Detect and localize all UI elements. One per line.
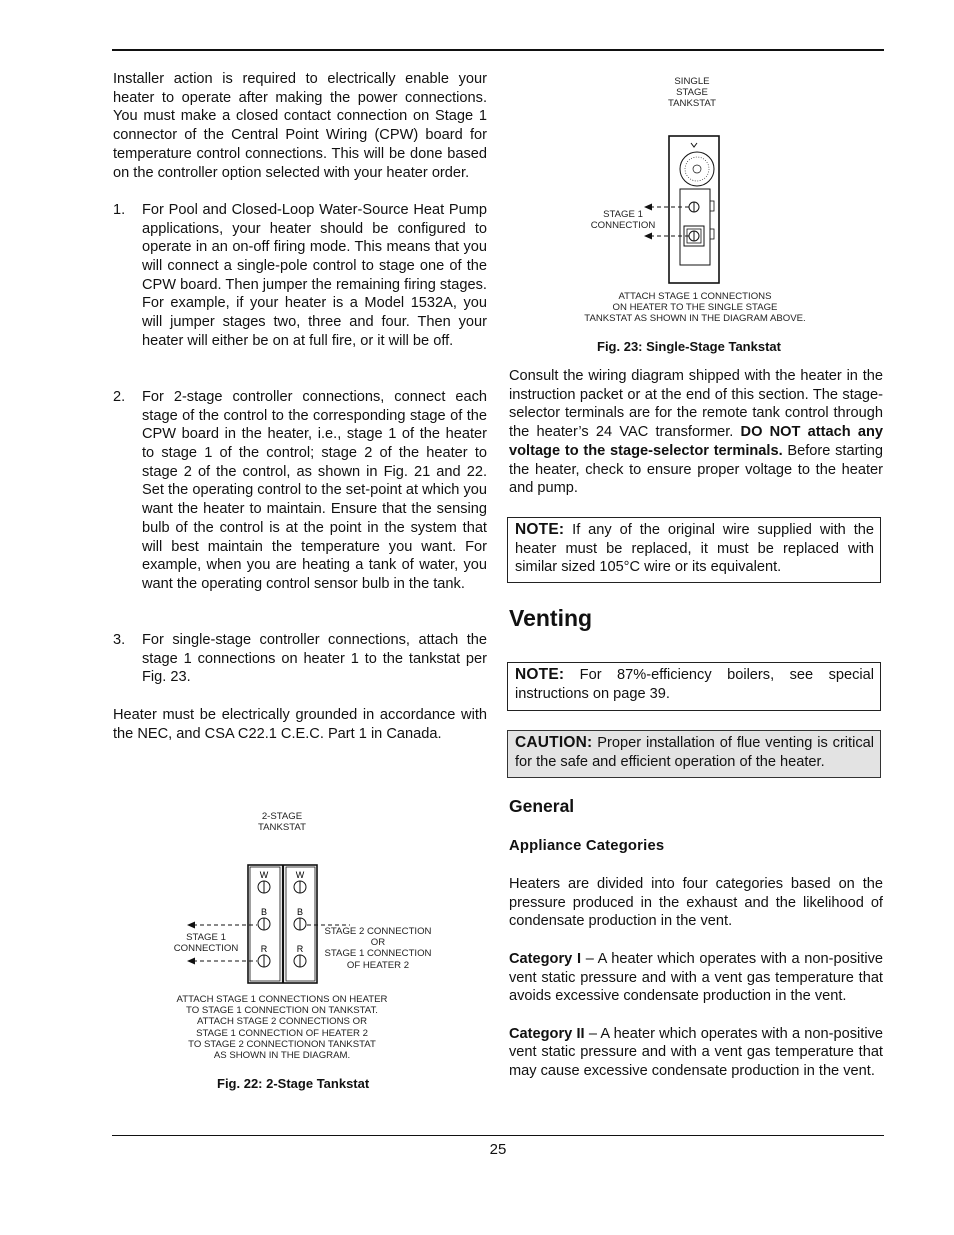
fig23-title-line: TANKSTAT bbox=[668, 98, 716, 110]
consult-text-b: Before starting the heater, check to ensure proper voltage to the heater and pump. bbox=[509, 442, 883, 497]
fig22-right-label-line: STAGE 2 CONNECTION OR bbox=[324, 926, 432, 949]
fig23-conn-label-line: STAGE 1 bbox=[603, 209, 643, 220]
categories-text bbox=[509, 875, 883, 1081]
section-title: Venting bbox=[509, 605, 593, 631]
terminal-label: B bbox=[260, 907, 268, 917]
fig22-note-line: TO STAGE 2 CONNECTIONON TANKSTAT bbox=[188, 1038, 376, 1050]
category-2-paragraph bbox=[509, 1025, 883, 1081]
fig22-left-label-line: STAGE 1 bbox=[186, 932, 226, 943]
terminal-label: W bbox=[259, 870, 269, 880]
fig22-caption: Fig. 22: 2-Stage Tankstat bbox=[217, 1076, 370, 1091]
fig23-conn-label-line: CONNECTION bbox=[590, 220, 656, 232]
fig23-title-line: SINGLE bbox=[674, 76, 710, 87]
consult-paragraph bbox=[509, 367, 883, 498]
terminal-label: B bbox=[296, 907, 304, 917]
caution-text: Proper installation of flue venting is critical for the safe and efficient operation of the heater. bbox=[515, 735, 874, 770]
note-box-wire bbox=[507, 517, 881, 583]
note-label: NOTE: bbox=[515, 666, 565, 683]
step-number: 2. bbox=[113, 388, 126, 405]
grounding-paragraph: Heater must be electrically grounded in accordance with the NEC, and CSA C22.1 C.E.C. Part 1 in Canada. bbox=[113, 706, 487, 742]
caution-box bbox=[507, 730, 881, 778]
step-text: For Pool and Closed-Loop Water-Source Heat Pump applications, your heater should be configured to operate in an on-off firing mode. This means that you will connect a single-pole control to stage one of the CPW board. Then jumper the remaining firing stages. For example, if your heater is a Model 1532A, you will jumper stages two, three and four. Then your heater will either be on at full fire, or it will be off. bbox=[142, 201, 487, 349]
fig23-note-line: TANKSTAT AS SHOWN IN THE DIAGRAM ABOVE. bbox=[584, 313, 806, 325]
dial-scale bbox=[685, 157, 709, 181]
dial-pointer-icon bbox=[691, 143, 697, 147]
fig22-left-label-line: CONNECTION bbox=[173, 943, 239, 955]
consult-warning: DO NOT attach any voltage to the stage-selector terminals. bbox=[509, 424, 883, 459]
step-number: 1. bbox=[113, 201, 126, 218]
fig22-note-line: ATTACH STAGE 2 CONNECTIONS OR bbox=[196, 1016, 368, 1028]
fig23-note-line: ATTACH STAGE 1 CONNECTIONS bbox=[618, 291, 772, 302]
category-1-paragraph bbox=[509, 950, 883, 1006]
note-text: If any of the original wire supplied with the heater must be replaced, it must be replaced with similar sized 105°C wire or its equivalent. bbox=[515, 522, 874, 576]
consult-text bbox=[509, 367, 883, 498]
fig23-note bbox=[560, 291, 830, 325]
category-2-text: – A heater which operates with a non-positive vent static pressure and with a vent gas temperature that may cause excessive condensate production in the vent. bbox=[509, 1025, 884, 1079]
fig22-title-line: TANKSTAT bbox=[258, 822, 306, 834]
fig22-title-line: 2-STAGE bbox=[261, 811, 303, 822]
fig23-conn-label bbox=[584, 209, 662, 231]
fig22-note-line: AS SHOWN IN THE DIAGRAM. bbox=[213, 1050, 351, 1062]
step-text: For single-stage controller connections, attach the stage 1 connections on heater 1 to the tankstat per Fig. 23. bbox=[142, 632, 487, 686]
categories-intro: Heaters are divided into four categories based on the pressure produced in the exhaust and the likelihood of condensate production in the vent. bbox=[509, 876, 883, 930]
terminal-label: W bbox=[295, 870, 305, 880]
step-number: 3. bbox=[113, 632, 126, 649]
fig23-caption: Fig. 23: Single-Stage Tankstat bbox=[597, 339, 781, 354]
step-text: For 2-stage controller connections, connect each stage of the control to the corresponding stage of the CPW board in the heater, i.e., stage 1 of the heater to stage 1 of the control; stage 2 of the heater to stage 2 of the control, as shown in Fig. 21 and 22. Set the operating control to the set-point at which you want the heater to maintain. Ensure that the sensing bulb of the control is at the point in the system that will best maintain the temperature you want. For example, when you are heating a tank of water, you want the operating control sensor bulb in the tank. bbox=[142, 388, 487, 592]
fig23-note-line: ON HEATER TO THE SINGLE STAGE bbox=[612, 302, 778, 314]
terminal-label: R bbox=[260, 944, 268, 954]
intro-paragraph: Installer action is required to electrically enable your heater to operate after making the power connections. You must make a closed contact connection on Stage 1 connector of the Central Point Wiring (CPW) board for temperature control connections. This will be done based on the controller option selected with your heater order. bbox=[113, 71, 487, 181]
footer-rule bbox=[112, 1135, 884, 1136]
note-text: For 87%-efficiency boilers, see special instructions on page 39. bbox=[515, 667, 874, 702]
terminal-label: R bbox=[296, 944, 304, 954]
category-1-text: – A heater which operates with a non-positive vent static pressure and with a vent gas temperature that avoids excessive condensate production in the vent. bbox=[509, 950, 883, 1005]
general-heading: General bbox=[509, 796, 575, 816]
category-2-label: Category II bbox=[509, 1025, 585, 1042]
page-number: 25 bbox=[489, 1141, 507, 1158]
fig22-note-line: STAGE 1 CONNECTION OF HEATER 2 bbox=[196, 1027, 368, 1039]
note-label: NOTE: bbox=[515, 521, 565, 538]
note-box-efficiency bbox=[507, 662, 881, 711]
caution-label: CAUTION: bbox=[515, 734, 593, 751]
appliance-categories-heading: Appliance Categories bbox=[509, 838, 665, 854]
fig23-title-line: STAGE bbox=[676, 87, 708, 99]
fig22-note-line: ATTACH STAGE 1 CONNECTIONS ON HEATER bbox=[176, 994, 388, 1005]
fig22-right-label-line: STAGE 1 CONNECTION bbox=[324, 948, 432, 960]
fig22-note-line: TO STAGE 1 CONNECTION ON TANKSTAT. bbox=[186, 1005, 378, 1017]
category-1-label: Category I bbox=[509, 950, 581, 967]
arrow-left-icon bbox=[644, 233, 652, 240]
consult-text-a: Consult the wiring diagram shipped with the heater in the instruction packet or at the end of this section. The stage-selector terminals are for the remote tank control through the heater’s 24 VAC transformer. bbox=[509, 368, 883, 441]
fig22-right-label-line: OF HEATER 2 bbox=[346, 959, 410, 971]
